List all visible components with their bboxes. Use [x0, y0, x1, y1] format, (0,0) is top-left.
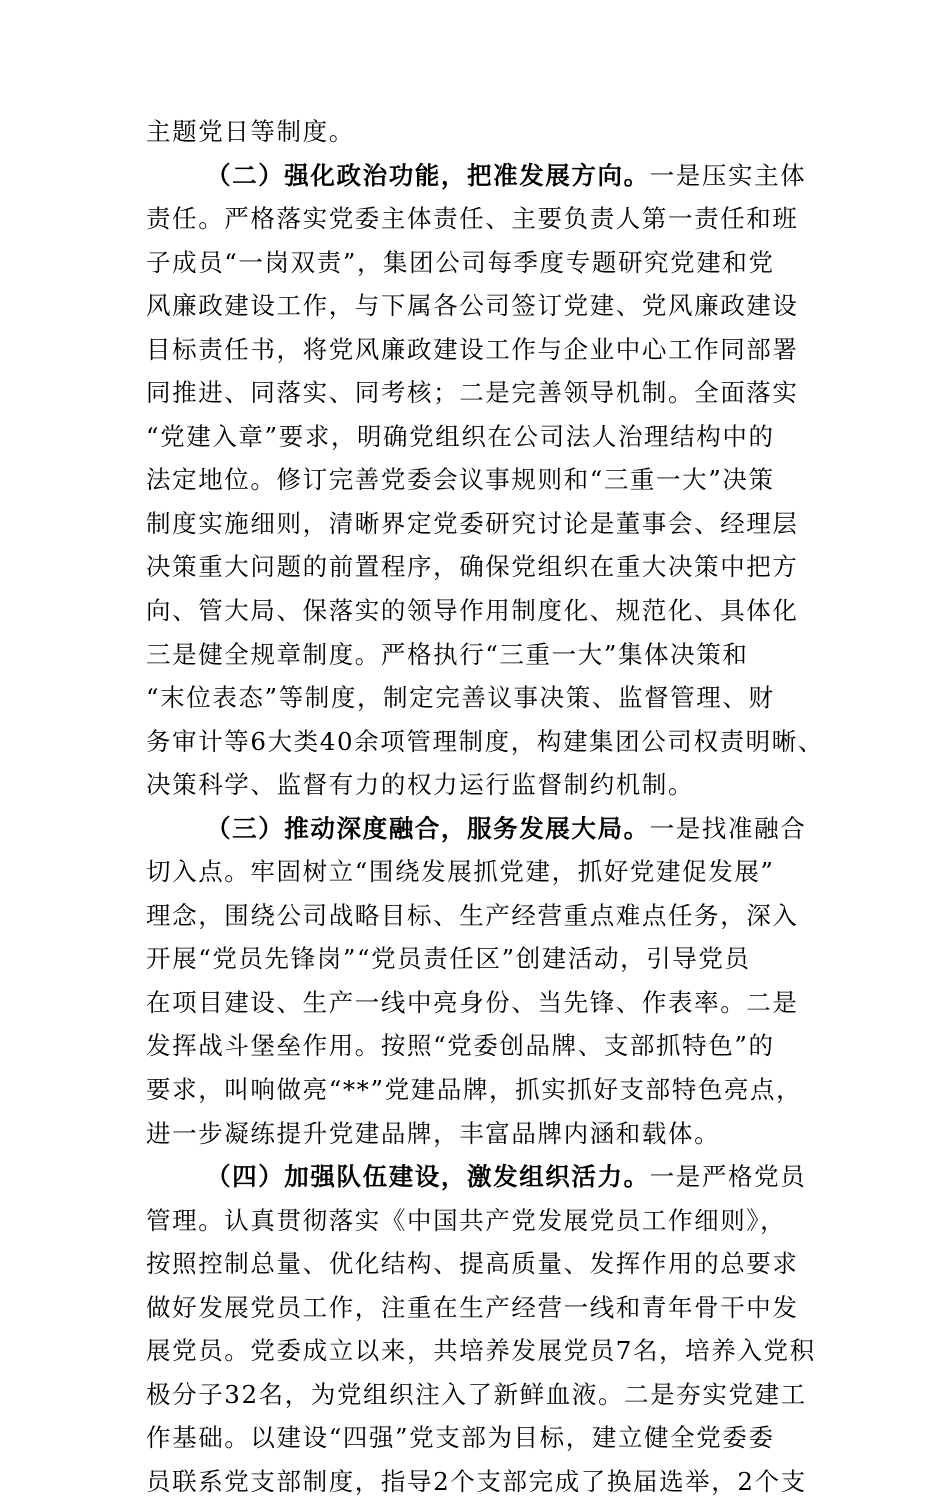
section-heading: （四）加强队伍建设，激发组织活力。 — [206, 1162, 650, 1192]
text-line: 员联系党支部制度，指导2个支部完成了换届选举，2个支 — [146, 1466, 807, 1496]
text-line: 务审计等6大类40余项管理制度，构建集团公司权责明晰、 — [146, 726, 824, 756]
text-line: 理念，围绕公司战略目标、生产经营重点难点任务，深入 — [146, 900, 799, 930]
text-line: 按照控制总量、优化结构、提高质量、发挥作用的总要求 — [146, 1249, 799, 1279]
document-body — [146, 110, 826, 1504]
text-line: 风廉政建设工作，与下属各公司签订党建、党风廉政建设 — [146, 291, 799, 321]
text-line: 极分子32名，为党组织注入了新鲜血液。二是夯实党建工 — [146, 1379, 807, 1409]
text-line: “末位表态”等制度，制定完善议事决策、监督管理、财 — [146, 683, 775, 713]
section-heading: （二）强化政治功能，把准发展方向。 — [206, 160, 650, 190]
text-line: 作基础。以建设“四强”党支部为目标，建立健全党委委 — [146, 1423, 775, 1453]
text-line: 要求，叫响做亮“**”党建品牌，抓实抓好支部特色亮点， — [146, 1075, 803, 1105]
text-line: 切入点。牢固树立“围绕发展抓党建，抓好党建促发展” — [146, 857, 775, 887]
section-heading: （三）推动深度融合，服务发展大局。 — [206, 813, 650, 843]
text-line: 做好发展党员工作，注重在生产经营一线和青年骨干中发 — [146, 1292, 799, 1322]
text-line: 发挥战斗堡垒作用。按照“党委创品牌、支部抓特色”的 — [146, 1031, 775, 1061]
text-line: 管理。认真贯彻落实《中国共产党发展党员工作细则》， — [146, 1205, 787, 1235]
section-heading-line: （三）推动深度融合，服务发展大局。一是找准融合 — [206, 813, 807, 843]
section-heading-line: （二）强化政治功能，把准发展方向。一是压实主体 — [206, 160, 807, 190]
text-line: 在项目建设、生产一线中亮身份、当先锋、作表率。二是 — [146, 987, 799, 1017]
text-line: 目标责任书，将党风廉政建设工作与企业中心工作同部署 — [146, 334, 799, 364]
text-line: “党建入章”要求，明确党组织在公司法人治理结构中的 — [146, 421, 775, 451]
text-line: 法定地位。修订完善党委会议事规则和“三重一大”决策 — [146, 465, 775, 495]
text-line: 向、管大局、保落实的领导作用制度化、规范化、具体化 — [146, 596, 799, 626]
text-line: 展党员。党委成立以来，共培养发展党员7名，培养入党积 — [146, 1336, 816, 1366]
text-line: 三是健全规章制度。严格执行“三重一大”集体决策和 — [146, 639, 749, 669]
text-line: 制度实施细则，清晰界定党委研究讨论是董事会、经理层 — [146, 508, 799, 538]
text-line: 子成员“一岗双责”，集团公司每季度专题研究党建和党 — [146, 247, 775, 277]
text-line: 进一步凝练提升党建品牌，丰富品牌内涵和载体。 — [146, 1118, 721, 1148]
text-line: 主题党日等制度。 — [146, 117, 355, 146]
text-line: 责任。严格落实党委主体责任、主要负责人第一责任和班 — [146, 204, 799, 234]
text-line: 同推进、同落实、同考核；二是完善领导机制。全面落实 — [146, 378, 799, 408]
section-heading-line: （四）加强队伍建设，激发组织活力。一是严格党员 — [206, 1162, 807, 1192]
text-line: 决策重大问题的前置程序，确保党组织在重大决策中把方 — [146, 552, 799, 582]
text-line: 决策科学、监督有力的权力运行监督制约机制。 — [146, 770, 695, 800]
text-line: 开展“党员先锋岗”“党员责任区”创建活动，引导党员 — [146, 944, 751, 974]
